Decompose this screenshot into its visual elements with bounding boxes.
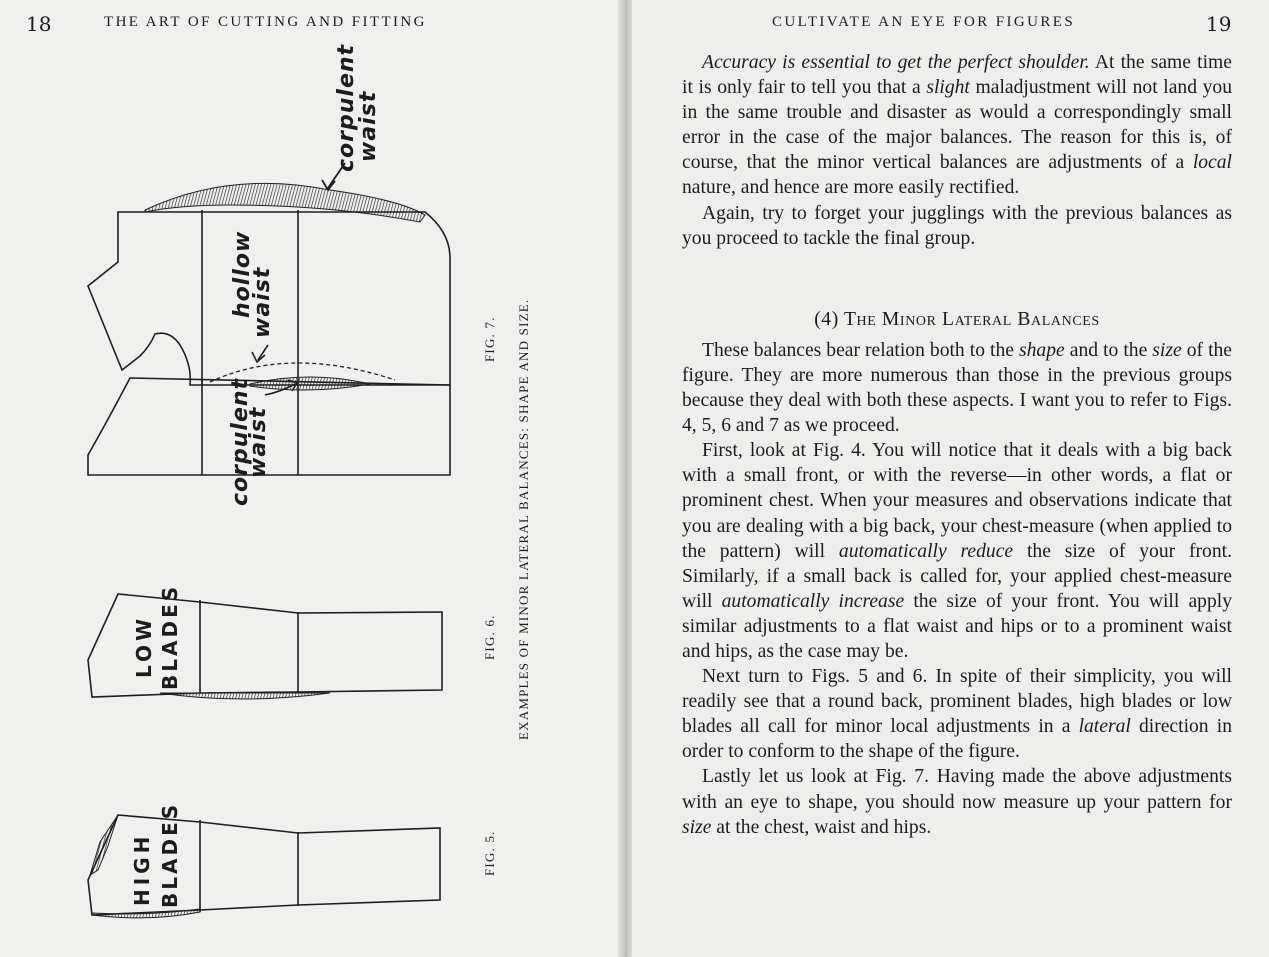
p1-f: nature, and hence are more easily rectified. <box>682 177 1020 199</box>
p4-d: automatically increase <box>721 590 905 612</box>
paragraph-5 <box>682 664 1232 764</box>
paragraph-1 <box>682 50 1232 201</box>
figure-caption: EXAMPLES OF MINOR LATERAL BALANCES: SHAPE AND SIZE. <box>516 298 531 740</box>
paragraph-2: Again, try to forget your jugglings with the previous balances as you proceed to tackle the final group. <box>682 202 1232 249</box>
p1-d: maladjustment will not land you in the same trouble and disaster as would a correspondingly small error in the case of the major balances. The reason for this is, of course, that the minor vertical balances are adjustments of a <box>682 77 1233 174</box>
p4-c: the size of your front. Similarly, if a small back is called for, your applied chest-measure will <box>682 540 1232 612</box>
fig7-corpulent-waist-low-line2: waist <box>246 406 271 478</box>
book-gutter <box>618 0 632 957</box>
p1-b: At the same time it is only fair to tell you that a <box>682 52 1232 99</box>
p4-e: the size of your front. You will apply similar adjustments to a flat waist and hips or to a prominent waist and hips, as the case may be. <box>682 590 1232 662</box>
fig5-text-blades: BLADES <box>158 801 182 908</box>
p4-b: automatically reduce <box>838 540 1014 562</box>
fig5-text-high: HIGH <box>130 832 154 906</box>
p3-a: These balances bear relation both to the <box>702 339 1019 361</box>
left-page <box>0 0 622 957</box>
paragraph-4 <box>682 438 1232 664</box>
body-text <box>682 50 1232 840</box>
p4-a: First, look at Fig. 4. You will notice that it deals with a big back with a small front, or with the reverse—in other words, a flat or prominent chest. When your measures and observations indicate that you are dealing with a big back, your chest-measure (when applied to the pattern) will <box>682 440 1232 562</box>
fig7-label: FIG. 7. <box>482 316 497 362</box>
p3-b: shape <box>1019 339 1065 361</box>
fig7-corpulent-waist-low-line1: corpulent <box>228 377 253 506</box>
p3-e: of the figure. They are more numerous than those in the previous groups because they deal with both these aspects. I want you to refer to Figs. 4, 5, 6 and 7 as we proceed. <box>682 339 1233 437</box>
fig5-label: FIG. 5. <box>482 830 497 876</box>
p3-c: and to the <box>1064 339 1153 361</box>
p6-a: Lastly let us look at Fig. 7. Having made the above adjustments with an eye to shape, you should now measure up your pattern for <box>682 766 1232 813</box>
p1-c: slight <box>926 77 970 99</box>
p3-d: size <box>1152 339 1182 361</box>
fig6-text-blades: BLADES <box>158 583 182 690</box>
section-heading: (4) The Minor Lateral Balances <box>814 308 1100 330</box>
fig7-hollow-waist-line1: hollow <box>230 230 255 318</box>
fig6-text-low: LOW <box>132 614 156 678</box>
p5-c: direction in order to conform to the shape of the figure. <box>682 716 1232 763</box>
p5-a: Next turn to Figs. 5 and 6. In spite of their simplicity, you will readily see that a round back, prominent blades, high blades or low blades all call for minor local adjustments in a <box>682 666 1232 738</box>
p5-b: lateral <box>1078 716 1131 738</box>
left-running-head: THE ART OF CUTTING AND FITTING <box>104 14 427 30</box>
p1-a: Accuracy is essential to get the perfect shoulder. <box>702 52 1090 73</box>
fig7-hollow-waist-line2: waist <box>250 266 275 338</box>
fig7-corpulent-waist-top-line1: corpulent <box>334 43 359 172</box>
fig7-corpulent-waist-top-line2: waist <box>356 90 381 162</box>
p6-c: at the chest, waist and hips. <box>711 816 932 838</box>
fig6-label: FIG. 6. <box>482 614 497 660</box>
paragraph-3 <box>682 338 1232 438</box>
p6-b: size <box>682 816 712 838</box>
right-running-head: CULTIVATE AN EYE FOR FIGURES <box>772 14 1076 30</box>
paragraph-6 <box>682 764 1232 839</box>
left-page-number: 18 <box>26 12 52 36</box>
p1-e: local <box>1192 152 1232 174</box>
right-page-number: 19 <box>1206 12 1232 36</box>
